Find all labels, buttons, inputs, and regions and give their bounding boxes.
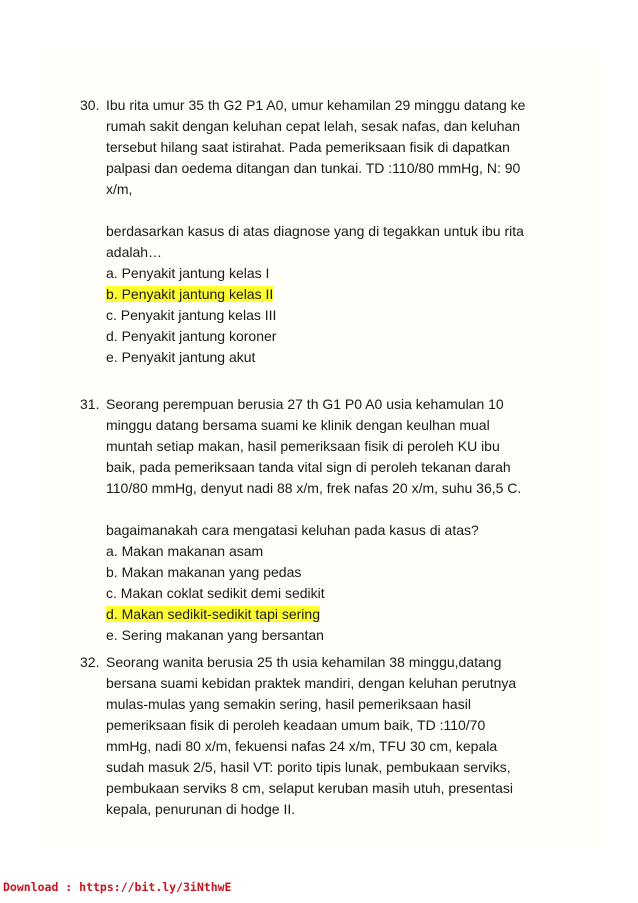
question-30: [80, 95, 580, 368]
option-b: b. Makan makanan yang pedas: [106, 564, 302, 580]
question-stem-line: rumah sakit dengan keluhan cepat lelah, sesak nafas, dan keluhan: [106, 118, 521, 134]
question-stem-line: mulas-mulas yang semakin sering, hasil pemeriksaan hasil: [106, 696, 471, 712]
download-link[interactable]: Download : https://bit.ly/3iNthwE: [3, 880, 232, 894]
option-d-highlighted: d. Makan sedikit-sedikit tapi sering: [106, 606, 320, 622]
question-31: [80, 394, 580, 646]
option-c: c. Makan coklat sedikit demi sedikit: [106, 585, 325, 601]
option-c: c. Penyakit jantung kelas III: [106, 307, 277, 323]
option-d: d. Penyakit jantung koroner: [106, 328, 277, 344]
question-number: 32.: [80, 654, 100, 670]
question-stem-line: muntah setiap makan, hasil pemeriksaan fisik di peroleh KU ibu: [106, 438, 500, 454]
question-stem-line: pembukaan serviks 8 cm, selaput keruban masih utuh, presentasi: [106, 780, 513, 796]
question-stem-line: bersana suami kebidan praktek mandiri, dengan keluhan perutnya: [106, 675, 517, 691]
question-stem-line: sudah masuk 2/5, hasil VT: porito tipis lunak, pembukaan serviks,: [106, 759, 511, 775]
question-stem-line: pemeriksaan fisik di peroleh keadaan umum baik, TD :110/70: [106, 717, 486, 733]
option-a: a. Penyakit jantung kelas I: [106, 265, 270, 281]
question-stem-line: baik, pada pemeriksaan tanda vital sign di peroleh tekanan darah: [106, 459, 511, 475]
question-stem-line: palpasi dan oedema ditangan dan tunkai. TD :110/80 mmHg, N: 90: [106, 160, 521, 176]
question-32: [80, 652, 580, 820]
question-prompt-line: bagaimanakah cara mengatasi keluhan pada kasus di atas?: [106, 522, 479, 538]
question-stem-line: Seorang perempuan berusia 27 th G1 P0 A0 usia kehamulan 10: [106, 396, 504, 412]
question-number: 30.: [80, 97, 100, 113]
question-stem-line: x/m,: [106, 181, 133, 197]
question-stem-line: minggu datang bersama suami ke klinik dengan keulhan mual: [106, 417, 490, 433]
question-stem-line: Ibu rita umur 35 th G2 P1 A0, umur kehamilan 29 minggu datang ke: [106, 97, 526, 113]
question-prompt-line: berdasarkan kasus di atas diagnose yang di tegakkan untuk ibu rita: [106, 223, 524, 239]
question-prompt-line: adalah…: [106, 244, 163, 260]
question-stem-line: tersebut hilang saat istirahat. Pada pemeriksaan fisik di dapatkan: [106, 139, 510, 155]
question-stem-line: kepala, penurunan di hodge II.: [106, 801, 296, 817]
question-stem-line: mmHg, nadi 80 x/m, fekuensi nafas 24 x/m, TFU 30 cm, kepala: [106, 738, 498, 754]
option-e: e. Penyakit jantung akut: [106, 349, 256, 365]
option-e: e. Sering makanan yang bersantan: [106, 627, 324, 643]
option-b-highlighted: b. Penyakit jantung kelas II: [106, 286, 274, 302]
option-a: a. Makan makanan asam: [106, 543, 264, 559]
question-stem-line: 110/80 mmHg, denyut nadi 88 x/m, frek nafas 20 x/m, suhu 36,5 C.: [106, 480, 522, 496]
question-number: 31.: [80, 396, 100, 412]
question-stem-line: Seorang wanita berusia 25 th usia kehamilan 38 minggu,datang: [106, 654, 502, 670]
